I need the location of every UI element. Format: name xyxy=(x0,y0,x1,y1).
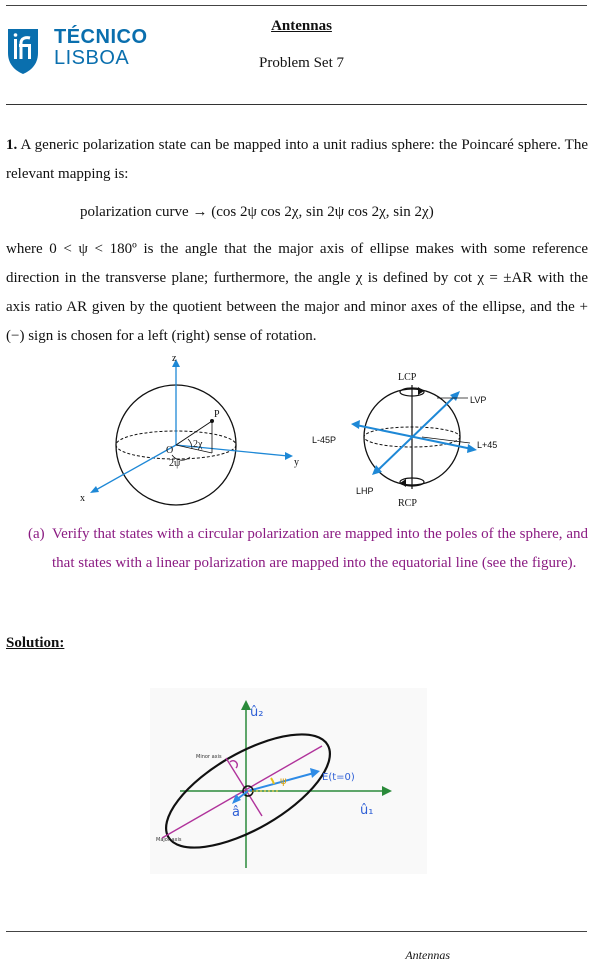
problem-number: 1 xyxy=(6,137,14,153)
l-45p-label: L-45P xyxy=(312,435,337,445)
poincare-sphere-right xyxy=(312,372,497,509)
rcp-label: RCP xyxy=(398,498,417,509)
e-t0-label: E(t=0) xyxy=(322,772,355,783)
origin-label: O xyxy=(166,445,174,456)
part-a xyxy=(28,520,588,578)
axis-y-label: y xyxy=(294,457,299,468)
problem-intro: 1. A generic polarization state can be mapped into a unit radius sphere: the Poincaré sphere. The relevant mapping is: xyxy=(6,137,588,182)
u2-label: û₂ xyxy=(250,705,264,720)
logo-text-lisboa: LISBOA xyxy=(54,47,130,69)
lhp-label: LHP xyxy=(356,486,374,496)
header-rule xyxy=(6,104,587,105)
psi-label: ψ xyxy=(280,776,287,787)
point-p-label: P xyxy=(214,409,220,420)
top-rule xyxy=(6,5,587,6)
problem-intro-text: A generic polarization state can be mapped into a unit radius sphere: the Poincaré sphere. The relevant mapping is: xyxy=(6,137,588,182)
axis-z-label: z xyxy=(172,355,177,364)
lcp-label: LCP xyxy=(398,372,417,383)
footer-rule xyxy=(6,931,587,932)
solution-heading: Solution: xyxy=(6,635,65,651)
poincare-sphere-left xyxy=(80,355,299,505)
polarization-ellipse-sketch xyxy=(150,688,427,874)
a-hat-label: â xyxy=(232,805,240,820)
part-a-text: Verify that states with a circular polarization are mapped into the poles of the sphere, and that states with a linear polarization are mapped into the equatorial line (see the figure). xyxy=(52,526,588,571)
axis-x-label: x xyxy=(80,493,85,504)
l+45-label: L+45 xyxy=(477,440,498,450)
logo-text-tecnico: TÉCNICO xyxy=(54,26,148,48)
footer-course: Antennas xyxy=(405,948,450,962)
u1-label: û₁ xyxy=(360,803,374,818)
angle-2chi-label: 2χ xyxy=(193,439,203,450)
major-axis-label: Major axis xyxy=(156,837,182,843)
minor-axis-label: Minor axis xyxy=(196,754,222,760)
problem-set-title: Problem Set 7 xyxy=(259,55,344,71)
problem-definitions: where 0 < ψ < 180º is the angle that the major axis of ellipse makes with some reference direction in the transverse plane; furthermore, the angle χ is defined by cot χ = ±AR with the axis ratio AR given by the quotient between the major and minor axes of the ellipse, and the + (−) sign is chosen for a left (right) sense of rotation. xyxy=(6,241,588,344)
lvp-label: LVP xyxy=(470,395,487,405)
angle-2psi-label: 2ψ xyxy=(169,458,181,469)
part-a-label: (a) xyxy=(28,526,45,542)
course-title: Antennas xyxy=(271,18,332,34)
poincare-sphere-figure xyxy=(72,355,532,515)
mapping-formula: polarization curve → (cos 2ψ cos 2χ, sin 2ψ cos 2χ, sin 2χ) xyxy=(80,204,434,220)
